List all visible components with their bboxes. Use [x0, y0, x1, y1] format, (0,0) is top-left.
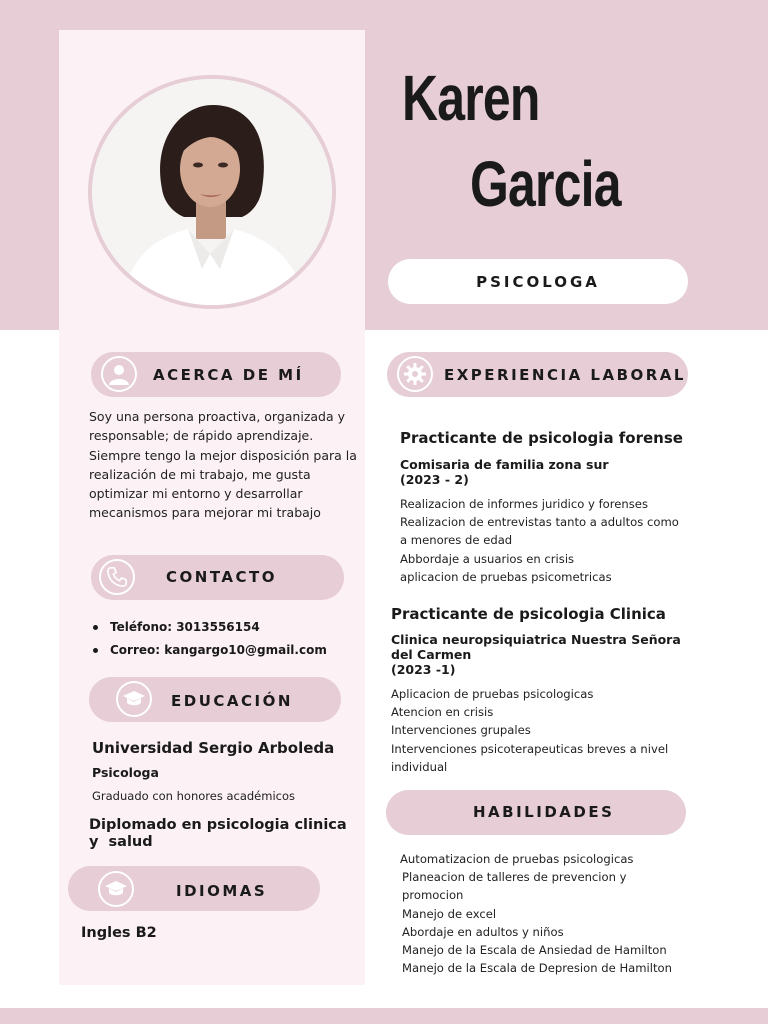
last-name: Garcia: [470, 148, 621, 220]
user-icon: [101, 356, 137, 392]
list-item: individual: [391, 759, 448, 774]
list-item: Manejo de la Escala de Depresion de Hamilton: [402, 961, 672, 976]
list-item: Aplicacion de pruebas psicologicas: [391, 687, 594, 701]
job-1-period: (2023 - 2): [400, 472, 469, 487]
job-2-org-line-1: Clinica neuropsiquiatrica Nuestra Señora: [391, 632, 681, 647]
graduation-cap-icon: [98, 871, 134, 907]
skills-title: HABILIDADES: [473, 803, 615, 821]
job-1-org: Comisaria de familia zona sur: [400, 457, 609, 472]
language-value: Ingles B2: [81, 925, 157, 941]
footer-band: [0, 1008, 768, 1024]
phone-item: Teléfono: 3013556154: [90, 619, 327, 642]
gear-icon: [397, 356, 433, 392]
languages-title: IDIOMAS: [176, 882, 268, 900]
role-badge: PSICOLOGA: [388, 259, 688, 304]
list-item: Intervenciones grupales: [391, 723, 531, 738]
list-item: Realizacion de entrevistas tanto a adultos como: [400, 515, 679, 530]
list-item: Atencion en crisis: [391, 705, 494, 720]
profile-photo: [92, 79, 332, 305]
about-title: ACERCA DE MÍ: [153, 366, 304, 384]
experience-title: EXPERIENCIA LABORAL: [444, 366, 686, 384]
list-item: Manejo de excel: [402, 906, 497, 921]
job-2-period: (2023 -1): [391, 662, 456, 677]
diploma-line-2: y salud: [89, 834, 153, 850]
diploma-line-1: Diplomado en psicologia clinica: [89, 817, 347, 833]
first-name: Karen: [402, 62, 540, 134]
contact-list: [90, 619, 327, 665]
graduation-cap-icon: [116, 681, 152, 717]
list-item: Planeacion de talleres de prevencion y: [402, 870, 627, 885]
job-1-tasks: [400, 495, 679, 586]
job-2-title: Practicante de psicologia Clinica: [391, 605, 666, 623]
list-item: Automatizacion de pruebas psicologicas: [400, 852, 634, 866]
list-item: aplicacion de pruebas psicometricas: [400, 569, 612, 584]
education-university: Universidad Sergio Arboleda: [92, 739, 335, 757]
education-note: Graduado con honores académicos: [92, 789, 296, 803]
contact-title: CONTACTO: [166, 568, 277, 586]
list-item: Abordaje en adultos y niños: [402, 924, 564, 939]
email-item: Correo: kangargo10@gmail.com: [90, 642, 327, 665]
job-1-title: Practicante de psicologia forense: [400, 429, 683, 447]
job-2-tasks: [391, 685, 668, 776]
list-item: Manejo de la Escala de Ansiedad de Hamilton: [402, 943, 667, 958]
list-item: promocion: [402, 888, 464, 903]
about-text: Soy una persona proactiva, organizada y responsable; de rápido aprendizaje. Siempre tengo la mejor disposición para la realización de mi trabajo, me gusta optimizar mi entorno y desarrollar mecanismos para mejorar mi trabajo: [89, 409, 357, 521]
education-title: EDUCACIÓN: [171, 692, 293, 710]
list-item: Abbordaje a usuarios en crisis: [400, 551, 575, 566]
list-item: a menores de edad: [400, 533, 513, 548]
skills-list: [400, 850, 672, 977]
list-item: Realizacion de informes juridico y forenses: [400, 497, 648, 511]
job-2-org-line-2: del Carmen: [391, 647, 472, 662]
education-degree: Psicologa: [92, 765, 159, 780]
phone-icon: [99, 559, 135, 595]
list-item: Intervenciones psicoterapeuticas breves a nivel: [391, 741, 669, 756]
